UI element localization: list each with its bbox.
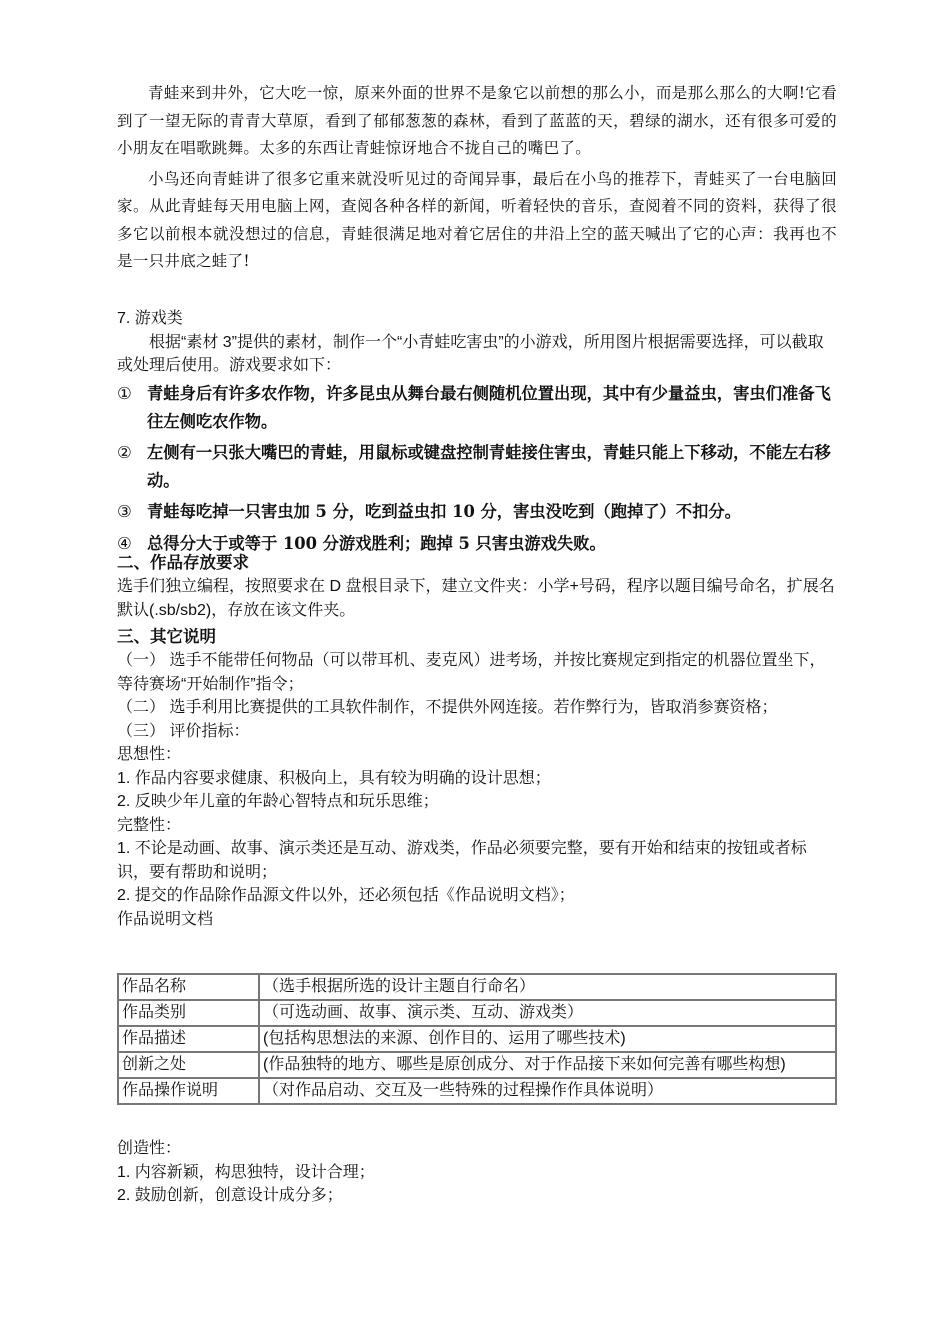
story-section — [117, 80, 837, 276]
requirement-item — [117, 439, 839, 494]
table-key: 作品名称 — [118, 974, 259, 1000]
table-key: 创新之处 — [118, 1052, 259, 1078]
creative-title: 创造性： — [117, 1140, 182, 1157]
other-item-2: （二） 选手利用比赛提供的工具软件制作，不提供外网连接。若作弊行为，皆取消参赛资格； — [117, 699, 778, 716]
table-row — [118, 1078, 836, 1104]
requirement-text: 青蛙身后有许多农作物，许多昆虫从舞台最右侧随机位置出现，其中有少量益虫，害虫们准备飞往左侧吃农作物。 — [147, 384, 831, 431]
thought-title: 思想性： — [117, 746, 182, 763]
requirement-text: 左侧有一只张大嘴巴的青蛙，用鼠标或键盘控制青蛙接住害虫，青蛙只能上下移动，不能左右移动。 — [147, 443, 831, 490]
game-requirements-list — [117, 380, 839, 561]
complete-item-2: 2. 提交的作品除作品源文件以外，还必须包括《作品说明文档》； — [117, 887, 575, 904]
other-item-3: （三） 评价指标： — [117, 722, 250, 740]
requirement-number: ① — [117, 384, 132, 403]
table-value: （选手根据所选的设计主题自行命名） — [259, 974, 836, 1000]
other-heading: 三、其它说明 — [117, 628, 216, 646]
creative-section — [117, 1137, 837, 1208]
story-paragraph-2: 小鸟还向青蛙讲了很多它重来就没听见过的奇闻异事，最后在小鸟的推荐下，青蛙买了一台电脑回家。从此青蛙每天用电脑上网，查阅各种各样的新闻，听着轻快的音乐，查阅着不同的资料，获得了很多它以前根本就没想过的信息，青蛙很满足地对着它居住的井沿上空的蓝天喊出了它的心声：我再也不是一只井底之蛙了! — [117, 169, 837, 270]
table-row — [118, 1052, 836, 1078]
thought-item-2: 2. 反映少年儿童的年龄心智特点和玩乐思维； — [117, 793, 439, 810]
requirement-item — [117, 380, 839, 435]
requirement-text: 总得分大于或等于 100 分游戏胜利；跑掉 5 只害虫游戏失败。 — [147, 533, 606, 553]
storage-heading: 二、作品存放要求 — [117, 554, 249, 572]
table-row — [118, 974, 836, 1000]
requirement-number: ④ — [117, 533, 132, 553]
table-value: (作品独特的地方、哪些是原创成分、对于作品接下来如何完善有哪些构想) — [259, 1052, 836, 1078]
work-description-table — [117, 973, 837, 1105]
requirement-text: 青蛙每吃掉一只害虫加 5 分，吃到益虫扣 10 分，害虫没吃到（跑掉了）不扣分。 — [147, 502, 741, 521]
table-value: （可选动画、故事、演示类、互动、游戏类） — [259, 1000, 836, 1026]
game-intro: 根据“素材 3”提供的素材，制作一个“小青蛙吃害虫”的小游戏，所用图片根据需要选择，可以截取或处理后使用。游戏要求如下： — [117, 333, 824, 374]
other-item-1: （一） 选手不能带任何物品（可以带耳机、麦克风）进考场，并按比赛规定到指定的机器位置坐下，等待赛场“开始制作”指令； — [117, 652, 826, 693]
table-key: 作品描述 — [118, 1026, 259, 1052]
creative-item-1: 1. 内容新颖，构思独特，设计合理； — [117, 1163, 375, 1181]
story-paragraph-1: 青蛙来到井外，它大吃一惊，原来外面的世界不是象它以前想的那么小，而是那么那么的大啊!它看到了一望无际的青青大草原，看到了郁郁葱葱的森林，看到了蓝蓝的天，碧绿的湖水，还有很多可爱的小朋友在唱歌跳舞。太多的东西让青蛙惊讶地合不拢自己的嘴巴了。 — [117, 84, 837, 157]
game-section — [117, 307, 837, 378]
requirement-number: ② — [117, 443, 132, 462]
table-row — [118, 1000, 836, 1026]
storage-section — [117, 551, 837, 622]
table-value: （对作品启动、交互及一些特殊的过程操作作具体说明） — [259, 1078, 836, 1104]
doc-title: 作品说明文档 — [117, 910, 214, 928]
table-value: (包括构思想法的来源、创作目的、运用了哪些技术) — [259, 1026, 836, 1052]
creative-item-2: 2. 鼓励创新，创意设计成分多； — [117, 1187, 343, 1204]
complete-item-1: 1. 不论是动画、故事、演示类还是互动、游戏类，作品必须要完整，要有开始和结束的按钮或者标识，要有帮助和说明； — [117, 840, 807, 881]
requirement-number: ③ — [117, 502, 132, 521]
storage-text: 选手们独立编程，按照要求在 D 盘根目录下，建立文件夹：小学+号码，程序以题目编号命名，扩展名默认(.sb/sb2)，存放在该文件夹。 — [117, 578, 835, 619]
table-key: 作品操作说明 — [118, 1078, 259, 1104]
table-key: 作品类别 — [118, 1000, 259, 1026]
complete-title: 完整性： — [117, 816, 182, 834]
table-row — [118, 1026, 836, 1052]
game-heading: 7. 游戏类 — [117, 310, 183, 327]
other-section — [117, 625, 837, 931]
requirement-item — [117, 498, 839, 526]
thought-item-1: 1. 作品内容要求健康、积极向上，具有较为明确的设计思想； — [117, 769, 551, 787]
